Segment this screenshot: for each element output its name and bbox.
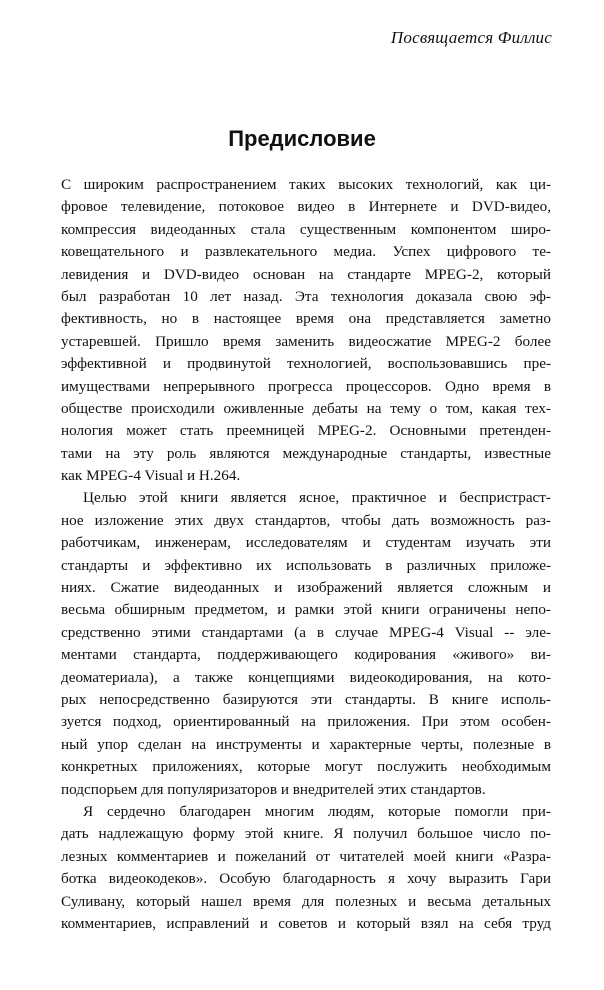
text-line: конкретных приложениях, которые могут послужить необходимым	[61, 758, 551, 776]
text-line: ниях. Сжатие видеоданных и изображений является сложным и	[61, 579, 551, 597]
text-line: как MPEG-4 Visual и H.264.	[61, 467, 241, 485]
text-line: имуществами непрерывного прогресса процессоров. Одно время в	[61, 377, 551, 395]
paragraph	[61, 487, 551, 800]
text-line: стандарты и эффективно их использовать в различных приложе-	[61, 556, 551, 574]
paragraph	[61, 174, 551, 487]
text-line: ный упор сделан на инструменты и характерные черты, полезные в	[61, 735, 551, 753]
text-line: С широким распространением таких высоких технологий, как ци-	[61, 176, 551, 193]
text-line: ботка видеокодеков». Особую благодарность я хочу выразить Гари	[61, 870, 551, 888]
paragraph	[61, 801, 551, 935]
body-text	[61, 174, 551, 935]
text-line: эффективной и продвинутой технологией, воспользовавшись пре-	[61, 355, 551, 373]
text-line: ковещательного и развлекательного медиа. Успех цифрового те-	[61, 243, 551, 261]
text-line: ментами стандарта, поддерживающего кодирования «живого» ви-	[61, 646, 551, 664]
text-line: компрессия видеоданных стала существенным компонентом широ-	[61, 220, 551, 238]
text-line: обществе происходили оживленные дебаты на тему о том, какая тех-	[61, 399, 551, 417]
text-line: нология может стать преемницей MPEG-2. Основными претенден-	[61, 422, 551, 440]
text-line: устаревшей. Пришло время заменить видеосжатие MPEG-2 более	[61, 332, 551, 350]
text-line: Целью этой книги является ясное, практичное и беспристраст-	[83, 489, 551, 507]
text-line: подспорьем для популяризаторов и внедрителей этих стандартов.	[61, 780, 486, 798]
text-line: фективность, но в настоящее время она представляется заметно	[61, 310, 551, 328]
text-line: ное изложение этих двух стандартов, чтобы дать возможность раз-	[61, 511, 551, 529]
text-line: был разработан 10 лет назад. Эта технология доказала свою эф-	[61, 287, 551, 305]
text-line: деоматериала), а также концепциями видеокодирования, на кото-	[61, 668, 551, 686]
text-line: средственно этими стандартами (а в случае MPEG-4 Visual -- эле-	[61, 623, 551, 641]
text-line: комментариев, исправлений и советов и который взял на себя труд	[61, 914, 551, 932]
text-line: зуется подход, ориентированный на приложения. При этом особен-	[61, 713, 551, 731]
text-line: левидения и DVD-видео основан на стандарте MPEG-2, который	[61, 265, 551, 283]
text-line: тами на эту роль являются международные стандарты, известные	[61, 444, 551, 462]
text-line: работчикам, инженерам, исследователям и студентам изучать эти	[61, 534, 551, 552]
page-title: Предисловие	[228, 125, 376, 151]
text-line: Я сердечно благодарен многим людям, которые помогли при-	[83, 802, 551, 820]
text-line: весьма обширным предметом, и рамки этой книги ограничены непо-	[61, 601, 551, 619]
text-line: Суливану, который нашел время для полезных и весьма детальных	[61, 892, 551, 910]
dedication-header: Посвящается Филлис	[390, 28, 552, 47]
text-line: лезных комментариев и пожеланий от читателей моей книги «Разра-	[61, 847, 551, 865]
text-line: фровое телевидение, потоковое видео в Интернете и DVD-видео,	[61, 198, 551, 216]
text-line: рых непосредственно базируются эти стандарты. В книге исполь-	[61, 690, 551, 708]
text-line: дать надлежащую форму этой книге. Я получил большое число по-	[61, 825, 551, 843]
